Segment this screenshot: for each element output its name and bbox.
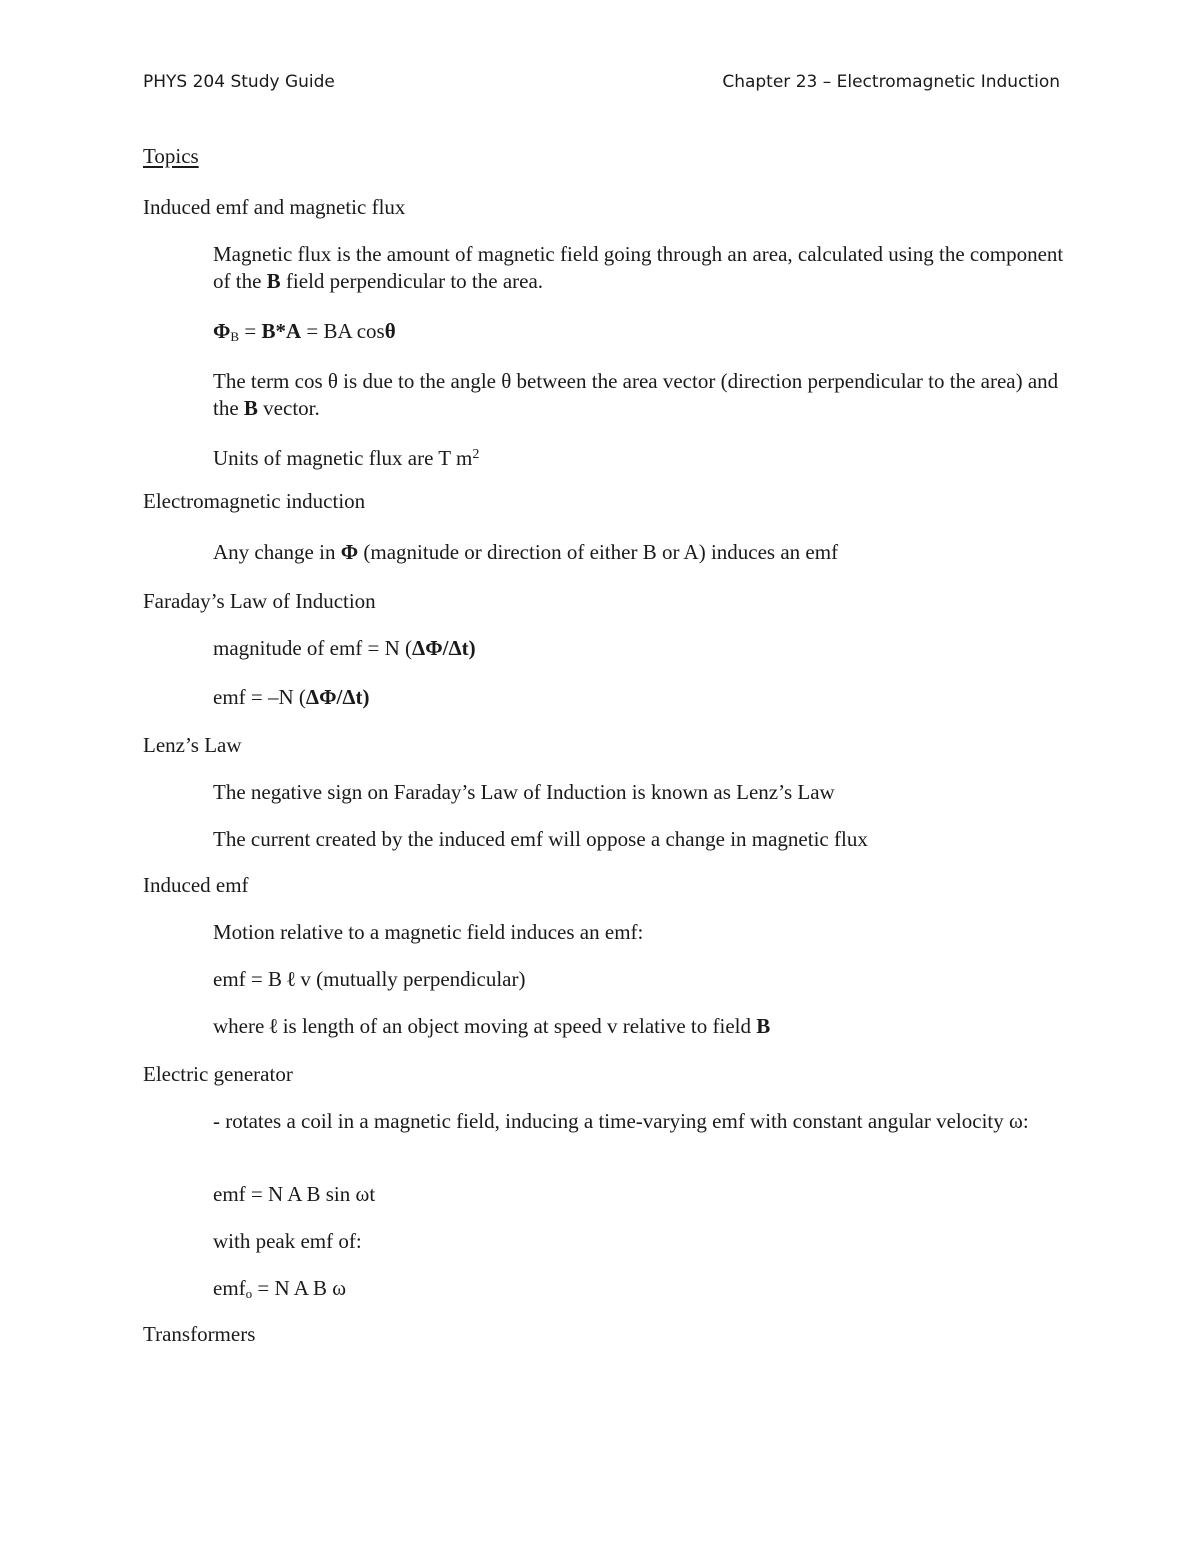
text-run: Units of magnetic flux are T m: [213, 446, 473, 470]
bold-ba: B*A: [261, 319, 302, 343]
text-run: Any change in: [213, 540, 341, 564]
flux-equation: [213, 318, 396, 350]
bold-b: B: [243, 396, 258, 420]
section-heading-transformers: Transformers: [143, 1322, 256, 1346]
generator-emf-equation: emf = N A B sin ωt: [213, 1182, 376, 1206]
text-run: magnitude of emf = N (: [213, 636, 413, 660]
text-run: = BA cos: [301, 319, 385, 343]
section-heading-faraday: Faraday’s Law of Induction: [143, 589, 376, 613]
text-run: (magnitude or direction of either B or A) induces an emf: [358, 540, 839, 564]
phi-symbol: Φ: [340, 540, 359, 564]
topics-label: Topics: [143, 144, 199, 168]
section-heading-generator: Electric generator: [143, 1062, 293, 1086]
text-run: is length of an object moving at speed v relative to field: [277, 1014, 757, 1038]
text-run: Magnetic flux is the amount of magnetic field going through an area, calculated using the component of the: [213, 242, 1064, 293]
delta-phi-over-delta-t: ΔΦ/Δt): [305, 685, 370, 709]
text-run: emf: [213, 1276, 246, 1300]
text-run: The term cos θ is due to the angle θ between the area vector (direction perpendicular to the area) and the: [213, 369, 1059, 420]
flux-definition: [213, 241, 1083, 295]
section-heading-lenz: Lenz’s Law: [143, 733, 242, 757]
lenz-statement-2: The current created by the induced emf will oppose a change in magnetic flux: [213, 827, 868, 851]
text-run: =: [239, 319, 262, 343]
theta-symbol: θ: [384, 319, 396, 343]
text-run: emf = –N (: [213, 685, 306, 709]
motional-emf-equation: [213, 966, 525, 993]
text-run: emf = B: [213, 967, 288, 991]
header-chapter: Chapter 23 – Electromagnetic Induction: [722, 72, 1060, 92]
cos-term-explanation: [213, 368, 1083, 422]
superscript: 2: [472, 447, 480, 462]
bold-b: B: [756, 1014, 771, 1038]
faraday-equation: [213, 684, 369, 711]
lenz-statement-1: The negative sign on Faraday’s Law of Induction is known as Lenz’s Law: [213, 780, 835, 804]
flux-units: [213, 441, 479, 472]
text-run: = N A B ω: [252, 1276, 347, 1300]
text-run: where: [213, 1014, 270, 1038]
section-heading-flux: Induced emf and magnetic flux: [143, 195, 406, 219]
subscript: o: [245, 1286, 253, 1301]
section-heading-induction: Electromagnetic induction: [143, 489, 366, 513]
text-run: vector.: [257, 396, 320, 420]
peak-emf-label: with peak emf of:: [213, 1229, 362, 1253]
motion-statement: Motion relative to a magnetic field induces an emf:: [213, 920, 644, 944]
text-run: v (mutually perpendicular): [295, 967, 526, 991]
peak-emf-equation: [213, 1275, 346, 1307]
generator-description: - rotates a coil in a magnetic field, inducing a time-varying emf with constant angular velocity ω:: [213, 1109, 1029, 1133]
phi-subscript: B: [230, 329, 240, 344]
section-heading-induced-emf: Induced emf: [143, 873, 249, 897]
header-course: PHYS 204 Study Guide: [143, 72, 335, 92]
bold-b: B: [266, 269, 281, 293]
page-header: [143, 72, 1060, 102]
faraday-magnitude-equation: [213, 635, 476, 662]
induction-statement: [213, 539, 838, 566]
delta-phi-over-delta-t: ΔΦ/Δt): [412, 636, 476, 660]
phi-symbol: Φ: [213, 319, 231, 343]
text-run: field perpendicular to the area.: [280, 269, 544, 293]
script-l-symbol: ℓ: [269, 1014, 278, 1038]
motional-emf-explanation: [213, 1013, 770, 1040]
script-l-symbol: ℓ: [287, 967, 296, 991]
